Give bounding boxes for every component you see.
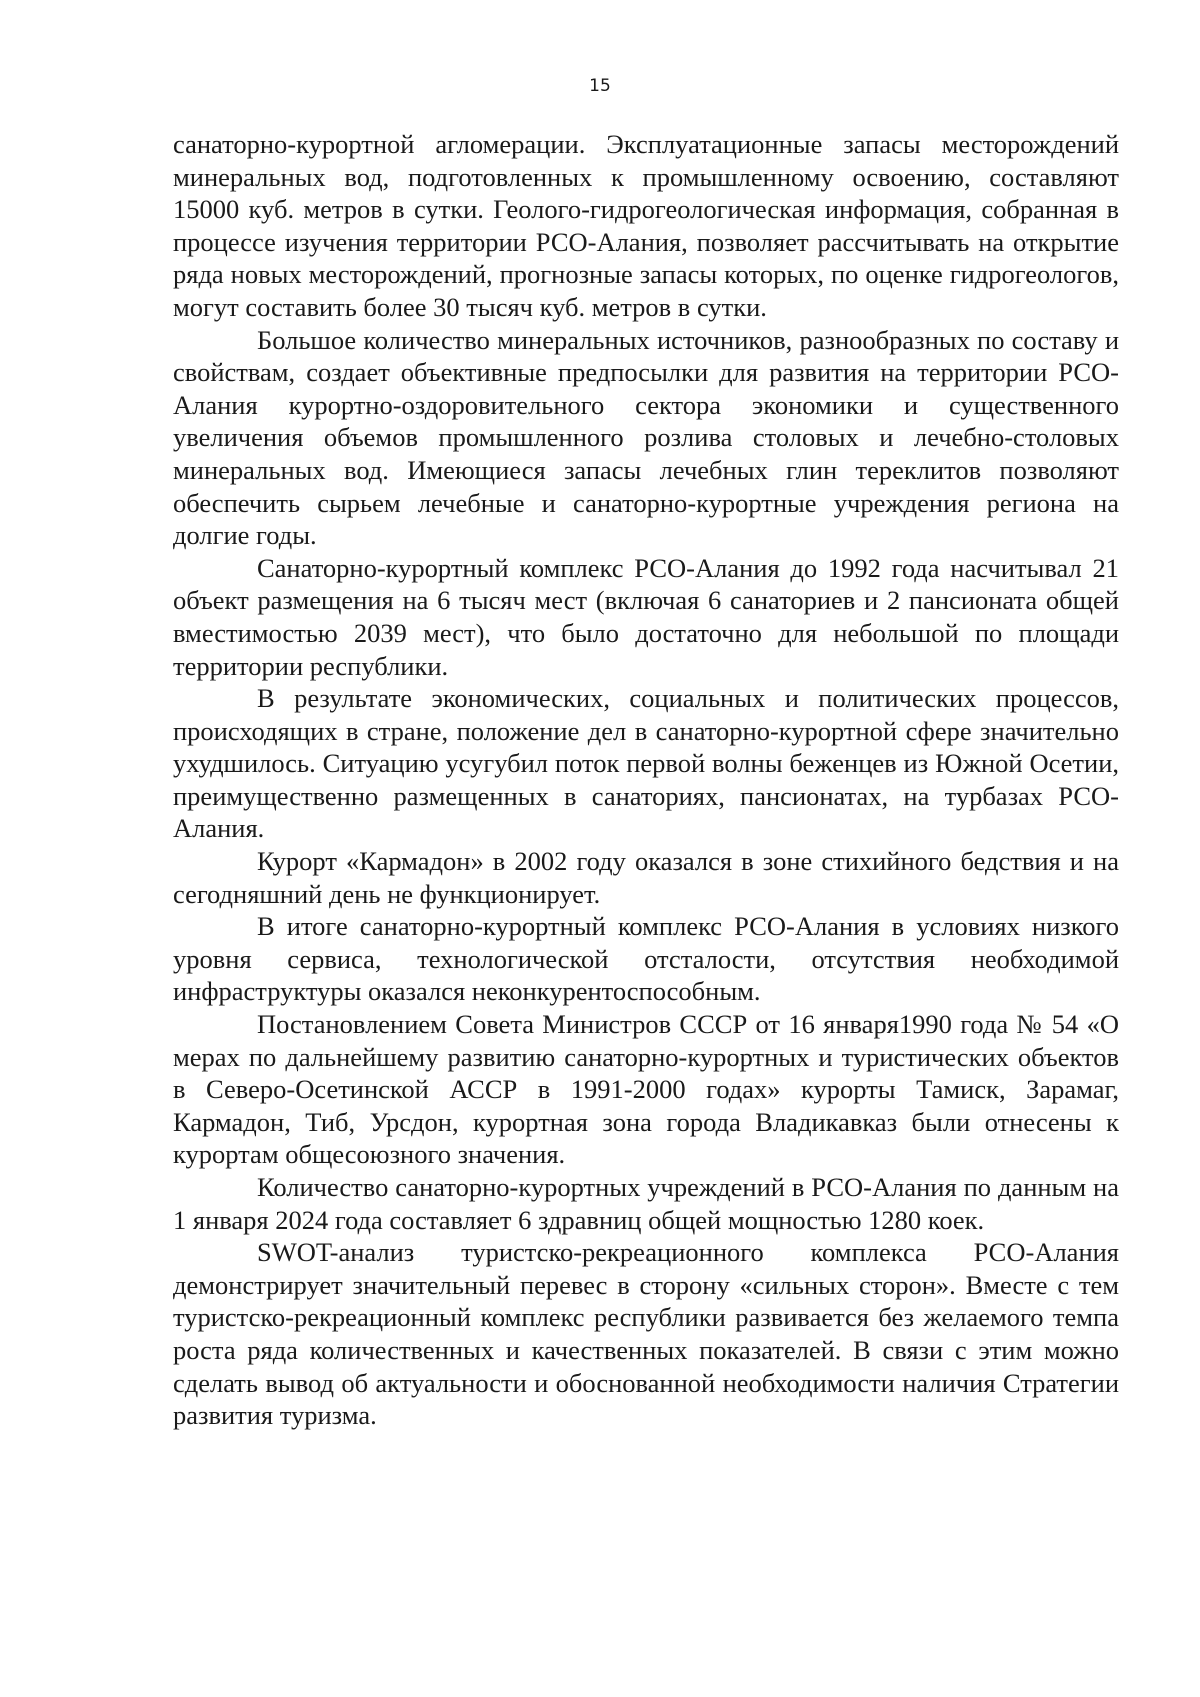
paragraph: Большое количество минеральных источников, разнообразных по составу и свойствам, создает объективные предпосылки для развития на территории РСО-Алания курортно-оздоровительного сектора экономики и существенного увеличения объемов промышленного розлива столовых и лечебно-столовых минеральных вод. Имеющиеся запасы лечебных глин тереклитов позволяют обеспечить сырьем лечебные и санаторно-курортные учреждения региона на долгие годы. — [173, 324, 1119, 551]
paragraph: В результате экономических, социальных и политических процессов, происходящих в стране, положение дел в санаторно-курортной сфере значительно ухудшилось. Ситуацию усугубил поток первой волны беженцев из Южной Осетии, преимущественно размещенных в санаториях, пансионатах, на турбазах РСО-Алания. — [173, 683, 1119, 844]
page-number: 15 — [589, 76, 611, 96]
document-body — [173, 128, 1119, 1432]
paragraph: Курорт «Кармадон» в 2002 году оказался в зоне стихийного бедствия и на сегодняшний день не функционирует. — [173, 846, 1119, 909]
paragraph: Количество санаторно-курортных учреждений в РСО-Алания по данным на 1 января 2024 года составляет 6 здравниц общей мощностью 1280 коек. — [173, 1172, 1119, 1235]
paragraph-continued: санаторно-курортной агломерации. Эксплуатационные запасы месторождений минеральных вод, подготовленных к промышленному освоению, составляют 15000 куб. метров в сутки. Геолого-гидрогеологическая информация, собранная в процессе изучения территории РСО-Алания, позволяет рассчитывать на открытие ряда новых месторождений, прогнозные запасы которых, по оценке гидрогеологов, могут составить более 30 тысяч куб. метров в сутки. — [173, 129, 1119, 322]
paragraph: SWOT-анализ туристско-рекреационного комплекса РСО-Алания демонстрирует значительный перевес в сторону «сильных сторон». Вместе с тем туристско-рекреационный комплекс республики развивается без желаемого темпа роста ряда количественных и качественных показателей. В связи с этим можно сделать вывод об актуальности и обоснованной необходимости наличия Стратегии развития туризма. — [173, 1237, 1119, 1431]
paragraph: В итоге санаторно-курортный комплекс РСО-Алания в условиях низкого уровня сервиса, технологической отсталости, отсутствия необходимой инфраструктуры оказался неконкурентоспособным. — [173, 911, 1119, 1007]
paragraph: Постановлением Совета Министров СССР от 16 января1990 года № 54 «О мерах по дальнейшему развитию санаторно-курортных и туристических объектов в Северо-Осетинской АССР в 1991-2000 годах» курорты Тамиск, Зарамаг, Кармадон, Тиб, Урсдон, курортная зона города Владикавказ были отнесены к курортам общесоюзного значения. — [173, 1009, 1119, 1170]
paragraph: Санаторно-курортный комплекс РСО-Алания до 1992 года насчитывал 21 объект размещения на 6 тысяч мест (включая 6 санаториев и 2 пансионата общей вместимостью 2039 мест), что было достаточно для небольшой по площади территории республики. — [173, 552, 1119, 681]
